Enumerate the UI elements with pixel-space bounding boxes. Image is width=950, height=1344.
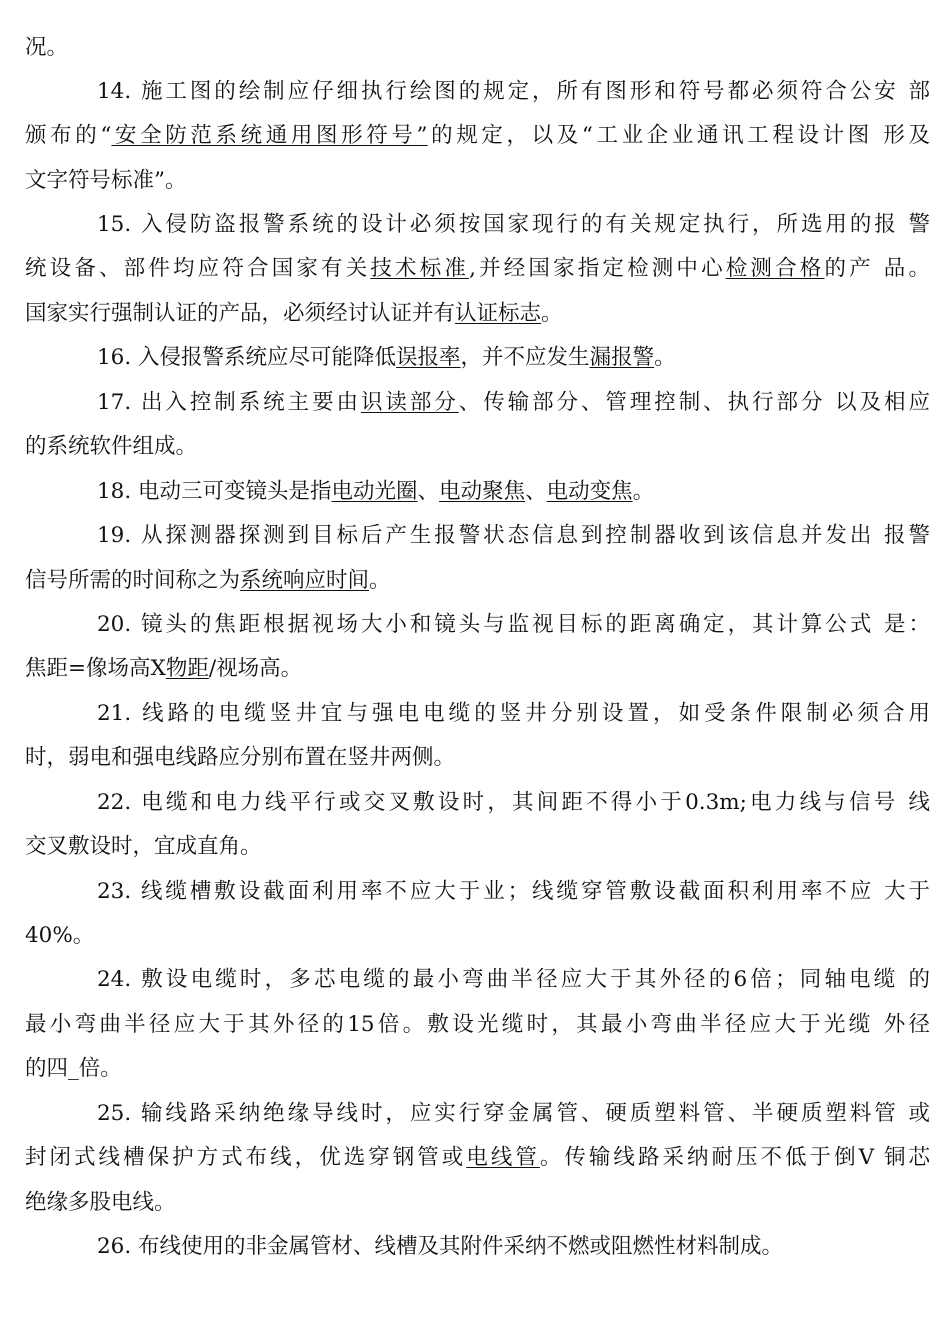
text-line: [97, 1232, 930, 1262]
text-segment: 14. 施工图的绘制应仔细执行绘图的规定，所有图形和符号都必须符合公安 部: [97, 79, 930, 104]
underlined-answer: 物距: [165, 656, 209, 681]
text-line: [97, 877, 930, 907]
text-segment: 的四_倍。: [25, 1056, 122, 1081]
text-line: [25, 254, 930, 284]
text-segment: 最小弯曲半径应大于其外径的15倍。敷设光缆时，其最小弯曲半径应大于光缆 外径: [25, 1012, 930, 1037]
text-segment: ，并不应发生: [460, 345, 590, 370]
underlined-answer: 电动聚焦: [439, 479, 526, 504]
text-line: [97, 210, 930, 240]
text-segment: 时，弱电和强电线路应分别布置在竖井两侧。: [25, 745, 456, 770]
underlined-answer: 电动光圈: [331, 479, 418, 504]
text-line: [97, 788, 930, 818]
text-segment: 、传输部分、管理控制、执行部分 以及相应: [458, 390, 930, 415]
text-segment: ,并经国家指定检测中心: [469, 256, 726, 281]
text-segment: 。: [632, 479, 655, 504]
underlined-answer: 误报率: [396, 345, 461, 370]
underlined-answer: 认证标志: [455, 301, 542, 326]
text-line: [97, 610, 930, 640]
text-segment: 统设备、部件均应符合国家有关: [25, 256, 371, 281]
text-segment: 40%。: [25, 923, 95, 948]
text-line: [25, 654, 930, 684]
text-segment: 18. 电动三可变镜头是指: [97, 479, 332, 504]
underlined-answer: 电线管: [466, 1145, 540, 1170]
text-segment: 。: [541, 301, 563, 326]
underlined-answer: 安全防范系统通用图形符号”: [111, 123, 428, 148]
text-segment: 26. 布线使用的非金属管材、线槽及其附件采纳不燃或阻燃性材料制成。: [97, 1234, 784, 1259]
text-segment: 22. 电缆和电力线平行或交叉敷设时，其间距不得小于0.3m;电力线与信号 线: [97, 790, 930, 815]
text-segment: 国家实行强制认证的产品，必须经讨认证并有: [25, 301, 456, 326]
text-segment: 20. 镜头的焦距根据视场大小和镜头与监视目标的距离确定，其计算公式 是：: [97, 612, 930, 637]
text-line: [25, 121, 930, 151]
text-segment: 、: [417, 479, 440, 504]
text-segment: 文字符号标准”。: [25, 168, 187, 193]
underlined-answer: 漏报警: [589, 345, 655, 370]
text-line: [25, 299, 930, 329]
text-line: [97, 388, 930, 418]
text-segment: 的规定，以及“工业企业通讯工程设计图 形及: [427, 123, 930, 148]
text-segment: 况。: [25, 35, 69, 60]
text-segment: 15. 入侵防盗报警系统的设计必须按国家现行的有关规定执行，所选用的报 警: [97, 212, 930, 237]
text-segment: 。: [369, 568, 391, 593]
text-line: [25, 432, 930, 462]
text-line: [25, 1010, 930, 1040]
text-line: [97, 521, 930, 551]
text-segment: 16. 入侵报警系统应尽可能降低: [97, 345, 397, 370]
text-line: [25, 1188, 930, 1218]
text-line: [97, 699, 930, 729]
text-segment: 焦距=像场高X: [25, 656, 166, 681]
text-segment: 、: [525, 479, 547, 504]
text-line: [97, 1099, 930, 1129]
text-segment: 25. 输线路采纳绝缘导线时，应实行穿金属管、硬质塑料管、半硬质塑料管 或: [97, 1101, 930, 1126]
text-line: [25, 33, 930, 63]
text-segment: 信号所需的时间称之为: [25, 568, 241, 593]
text-segment: 的产 品。: [824, 256, 930, 281]
text-line: [97, 965, 930, 995]
underlined-answer: 检测合格: [725, 256, 825, 281]
underlined-answer: 电动变焦: [546, 479, 633, 504]
text-line: [25, 832, 930, 862]
underlined-answer: 识读部分: [360, 390, 459, 415]
text-segment: /视场高。: [208, 656, 303, 681]
underlined-answer: 系统响应时间: [240, 568, 370, 593]
text-segment: 封闭式线槽保护方式布线，优选穿钢管或: [25, 1145, 467, 1170]
text-line: [97, 77, 930, 107]
text-segment: 。传输线路采纳耐压不低于倒V 铜芯: [539, 1145, 930, 1170]
text-line: [25, 166, 930, 196]
text-line: [25, 1054, 930, 1084]
underlined-answer: 技术标准: [370, 256, 470, 281]
text-segment: 交叉敷设时，宜成直角。: [25, 834, 262, 859]
text-segment: 21. 线路的电缆竖井宜与强电电缆的竖井分别设置，如受条件限制必须合用: [97, 701, 930, 726]
text-segment: 17. 出入控制系统主要由: [97, 390, 361, 415]
text-segment: 颁布的“: [25, 123, 112, 148]
text-line: [97, 343, 930, 373]
text-line: [25, 1143, 930, 1173]
text-line: [25, 921, 930, 951]
text-segment: 。: [654, 345, 676, 370]
text-line: [97, 477, 930, 507]
text-segment: 绝缘多股电线。: [25, 1190, 176, 1215]
text-segment: 的系统软件组成。: [25, 434, 198, 459]
text-segment: 23. 线缆槽敷设截面利用率不应大于业；线缆穿管敷设截面积利用率不应 大于: [97, 879, 930, 904]
text-segment: 24. 敷设电缆时，多芯电缆的最小弯曲半径应大于其外径的6倍；同轴电缆 的: [97, 967, 930, 992]
text-segment: 19. 从探测器探测到目标后产生报警状态信息到控制器收到该信息并发出 报警: [97, 523, 930, 548]
text-line: [25, 566, 930, 596]
text-line: [25, 743, 930, 773]
